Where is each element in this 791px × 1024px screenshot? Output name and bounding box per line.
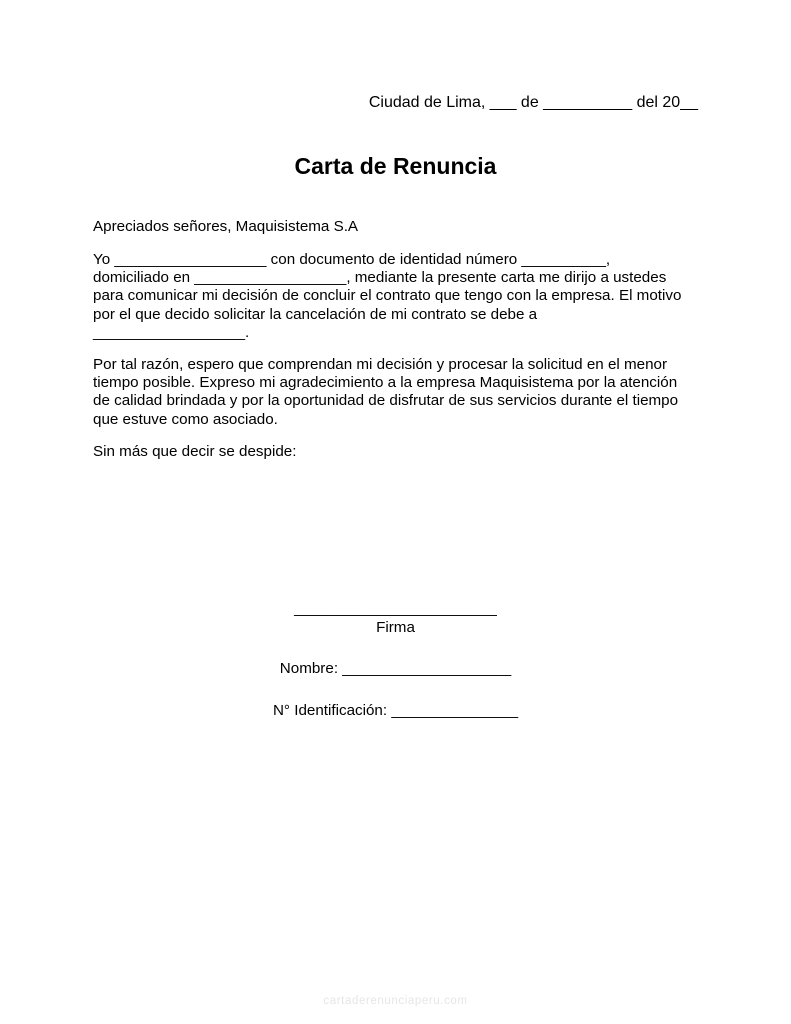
identification-field: N° Identificación: _______________ [272, 702, 519, 719]
name-field: Nombre: ____________________ [279, 660, 512, 677]
closing-line: Sin más que decir se despide: [93, 443, 297, 460]
paragraph-identity: Yo __________________ con documento de identidad número __________, domiciliado en __________________, mediante la presente carta me dirijo a ustedes para comunicar mi decisión de concluir el contrato que tengo con la empresa. El motivo por el que decido solicitar la cancelación de mi contrato se debe a __________________. [93, 251, 682, 341]
date-line: Ciudad de Lima, ___ de __________ del 20__ [368, 94, 698, 111]
signature-line: ________________________ [294, 600, 497, 617]
salutation: Apreciados señores, Maquisistema S.A [93, 218, 359, 235]
watermark: cartaderenunciaperu.com [323, 995, 468, 1007]
signature-label: Firma [376, 619, 415, 636]
paragraph-gratitude: Por tal razón, espero que comprendan mi decisión y procesar la solicitud en el menor tiempo posible. Expreso mi agradecimiento a la empresa Maquisistema por la atención de calidad brindada y por la oportunidad de disfrutar de sus servicios durante el tiempo que estuve como asociado. [93, 356, 679, 428]
document-title: Carta de Renuncia [294, 153, 497, 179]
